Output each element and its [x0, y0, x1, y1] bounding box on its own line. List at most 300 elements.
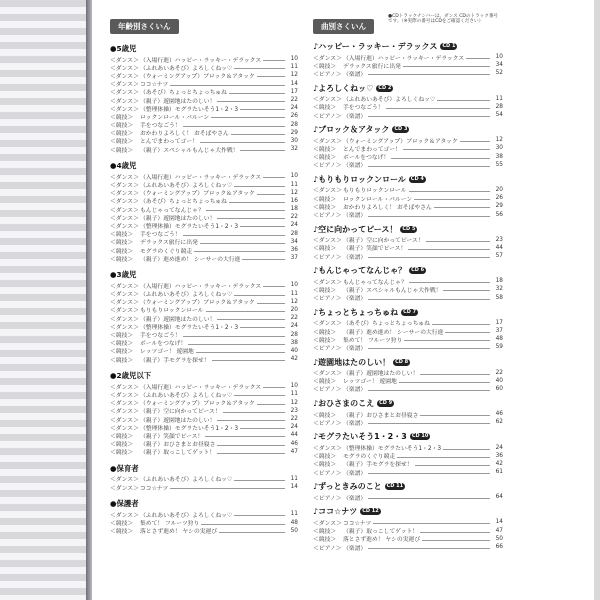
- dot-leader: [443, 287, 490, 291]
- entry-category: ＜競技＞: [313, 246, 337, 253]
- dot-leader: [183, 123, 285, 127]
- entry-category: ＜ダンス＞: [313, 371, 342, 378]
- index-entry[interactable]: [313, 252, 503, 260]
- section-title: [313, 224, 503, 235]
- dot-leader: [368, 213, 490, 217]
- entry-name: （ふれあいあそび）よろしくねッ♡: [140, 392, 233, 399]
- entry-page: 46: [495, 411, 503, 418]
- index-page: [92, 0, 600, 600]
- entry-page: 22: [290, 416, 298, 423]
- entry-name: （あそび）ちょっとちょっちゅね: [343, 321, 430, 328]
- entry-category: ＜競技＞: [313, 454, 337, 461]
- cd-badge: CD 12: [362, 508, 379, 515]
- dot-leader: [414, 196, 490, 200]
- entry-page: 29: [495, 203, 503, 210]
- index-entry[interactable]: [313, 543, 503, 551]
- entry-category: ＜ダンス＞: [110, 316, 139, 323]
- dot-leader: [206, 207, 285, 211]
- entry-name: （ふれあいあそび）よろしくねッ♡: [140, 512, 233, 519]
- dot-leader: [242, 256, 285, 260]
- dot-leader: [420, 371, 490, 375]
- entry-name: （親子）取っこしてゲット！: [140, 450, 216, 457]
- cd-badge: CD 6: [411, 267, 425, 274]
- entry-category: ＜競技＞: [313, 462, 337, 469]
- dot-leader: [196, 349, 285, 353]
- index-entry[interactable]: [110, 254, 298, 262]
- entry-page: 23: [290, 407, 298, 414]
- entry-category: ＜競技＞: [110, 357, 134, 364]
- cd-badge: CD 11: [386, 483, 404, 490]
- dot-leader: [445, 329, 490, 333]
- entry-category: ＜ダンス＞: [110, 98, 139, 105]
- entry-category: ＜ダンス＞: [313, 279, 342, 286]
- song-index-list: [313, 41, 503, 551]
- entry-name: デラックス旅行に出発: [140, 240, 198, 247]
- index-entry[interactable]: [110, 355, 298, 363]
- entry-name: もんじゃってなんじゃ？: [140, 207, 204, 214]
- index-entry[interactable]: [313, 468, 503, 476]
- ring-binding: [0, 0, 86, 600]
- entry-page: 42: [290, 356, 298, 363]
- entry-category: ＜ダンス＞: [110, 512, 139, 519]
- index-entry[interactable]: [110, 527, 298, 535]
- entry-page: 54: [495, 112, 503, 119]
- entry-page: 10: [290, 173, 298, 180]
- entry-page: 10: [290, 282, 298, 289]
- entry-category: ＜ピアノ＞: [313, 470, 342, 477]
- dot-leader: [240, 223, 285, 227]
- entry-category: ＜ダンス＞: [313, 55, 342, 62]
- entry-page: 38: [290, 339, 298, 346]
- index-entry[interactable]: [313, 418, 503, 426]
- entry-page: 40: [495, 377, 503, 384]
- dot-leader: [263, 174, 285, 178]
- entry-page: 47: [290, 448, 298, 455]
- entry-name: （楽譜）: [343, 387, 367, 394]
- entry-category: ＜競技＞: [110, 232, 134, 239]
- entry-page: 59: [495, 344, 503, 351]
- dot-leader: [397, 454, 490, 458]
- entry-name: （楽譜）: [343, 213, 367, 220]
- entry-page: 10: [290, 383, 298, 390]
- entry-name: （楽譜）: [343, 296, 367, 303]
- dot-leader: [432, 321, 490, 325]
- section-title: [110, 498, 298, 509]
- entry-name: （楽譜）: [343, 495, 367, 502]
- entry-page: 24: [290, 424, 298, 431]
- dot-leader: [386, 105, 490, 109]
- index-entry[interactable]: [110, 483, 298, 491]
- entry-name: （入場行進）ハッピー・ラッキー・デラックス: [140, 384, 262, 391]
- entry-name: ボールをつなげ！: [140, 341, 187, 348]
- dot-leader: [368, 495, 490, 499]
- entry-category: ＜ダンス＞: [110, 199, 139, 206]
- entry-page: 55: [495, 161, 503, 168]
- entry-category: ＜ダンス＞: [110, 106, 139, 113]
- entry-name: （整理体操）モグラたいそう1・2・3: [140, 324, 239, 331]
- section-title-text: ♪ちょっとちょっちゅね: [313, 307, 399, 317]
- dot-leader: [257, 300, 285, 304]
- section-title-text: ●4歳児: [110, 161, 137, 171]
- entry-category: ＜ダンス＞: [110, 57, 139, 64]
- entry-category: ＜ピアノ＞: [313, 296, 342, 303]
- entry-category: ＜ダンス＞: [110, 90, 139, 97]
- entry-name: （親子）おひさまとお昼寝さ: [140, 442, 216, 449]
- dot-leader: [460, 138, 490, 142]
- dot-leader: [420, 529, 490, 533]
- entry-category: ＜競技＞: [313, 537, 337, 544]
- dot-leader: [231, 131, 285, 135]
- dot-leader: [257, 191, 285, 195]
- section-title: [313, 481, 503, 492]
- entry-category: ＜ピアノ＞: [313, 163, 342, 170]
- entry-category: ＜競技＞: [110, 139, 134, 146]
- dot-leader: [403, 63, 490, 67]
- dot-leader: [223, 409, 285, 413]
- entry-page: 38: [495, 153, 503, 160]
- entry-page: 62: [495, 419, 503, 426]
- dot-leader: [422, 537, 490, 541]
- section-title-text: ♪よろしくねッ♡: [313, 83, 374, 93]
- cd-badge: CD 9: [379, 400, 393, 407]
- entry-page: 12: [290, 189, 298, 196]
- dot-leader: [426, 238, 490, 242]
- entry-page: 11: [290, 181, 298, 188]
- entry-name: 手をつなごう！: [343, 105, 384, 112]
- section-title: [313, 83, 503, 94]
- entry-category: ＜ダンス＞: [110, 73, 139, 80]
- index-entry[interactable]: [313, 111, 503, 119]
- entry-category: ＜競技＞: [110, 256, 134, 263]
- dot-leader: [415, 462, 490, 466]
- entry-name: （親子）スペシャルもんじゃ大作戦！: [140, 147, 239, 154]
- entry-category: ＜ダンス＞: [110, 425, 139, 432]
- entry-category: ＜ダンス＞: [110, 207, 139, 214]
- section-title: [110, 43, 298, 54]
- entry-page: 30: [495, 145, 503, 152]
- cd-badge: CD 1: [442, 43, 456, 49]
- entry-category: ＜ダンス＞: [110, 324, 139, 331]
- entry-category: ＜ダンス＞: [313, 138, 342, 145]
- age-index-header: 年齢別さくいん: [110, 19, 179, 34]
- section-title: [313, 506, 503, 517]
- cd-badge: CD 2: [378, 84, 392, 91]
- dot-leader: [234, 183, 285, 187]
- entry-category: ＜ピアノ＞: [313, 113, 342, 120]
- entry-category: ＜ダンス＞: [313, 321, 342, 328]
- dot-leader: [183, 232, 285, 236]
- entry-category: ＜競技＞: [110, 240, 134, 247]
- entry-category: ＜競技＞: [313, 105, 337, 112]
- entry-category: ＜競技＞: [313, 287, 337, 294]
- entry-name: （親子）空に向かってピース！: [343, 238, 424, 245]
- entry-category: ＜ダンス＞: [110, 82, 139, 89]
- entry-page: 34: [290, 238, 298, 245]
- entry-page: 28: [290, 121, 298, 128]
- song-index-header: 曲別さくいん: [313, 19, 374, 34]
- dot-leader: [234, 392, 285, 396]
- entry-name: （ふれあいあそび）よろしくねッ♡: [140, 183, 233, 190]
- entry-name: 落とさず進め！ ヤシの実運び: [140, 529, 218, 536]
- dot-leader: [399, 379, 490, 383]
- entry-name: （親子）遊園地はたのしい！: [140, 316, 216, 323]
- dot-leader: [205, 433, 285, 437]
- entry-name: （親子）遊園地はたのしい！: [343, 371, 419, 378]
- dot-leader: [409, 188, 490, 192]
- entry-category: ＜ダンス＞: [313, 520, 342, 527]
- section-title-text: ●5歳児: [110, 44, 137, 53]
- index-entry[interactable]: [110, 448, 298, 456]
- entry-name: （楽譜）: [343, 113, 367, 120]
- entry-page: 61: [495, 469, 503, 476]
- index-entry[interactable]: [313, 343, 503, 351]
- entry-page: 28: [290, 230, 298, 237]
- entry-name: もんじゃってなんじゃ？: [343, 279, 407, 286]
- entry-category: ＜ダンス＞: [110, 215, 139, 222]
- entry-page: 11: [290, 511, 298, 518]
- entry-category: ＜ピアノ＞: [313, 213, 342, 220]
- entry-name: （楽譜）: [343, 71, 367, 78]
- entry-page: 32: [495, 286, 503, 293]
- index-entry[interactable]: [313, 210, 503, 218]
- entry-category: ＜ダンス＞: [110, 223, 139, 230]
- entry-category: ＜ダンス＞: [110, 300, 139, 307]
- entry-page: 11: [290, 391, 298, 398]
- entry-page: 14: [290, 484, 298, 491]
- cd-badge: CD 5: [402, 225, 416, 232]
- entry-page: 28: [495, 103, 503, 110]
- entry-name: （あそび）ちょっとちょっちゅね: [140, 90, 227, 97]
- entry-page: 26: [290, 113, 298, 120]
- entry-category: ＜ダンス＞: [110, 65, 139, 72]
- entry-name: （楽譜）: [343, 254, 367, 261]
- dot-leader: [234, 292, 285, 296]
- entry-page: 47: [495, 527, 503, 534]
- cd-badge: CD 8: [395, 358, 409, 365]
- dot-leader: [404, 337, 490, 341]
- entry-page: 56: [495, 211, 503, 218]
- entry-category: ＜ダンス＞: [110, 292, 139, 299]
- entry-page: 24: [495, 444, 503, 451]
- entry-page: 18: [290, 206, 298, 213]
- entry-category: ＜競技＞: [313, 155, 337, 162]
- entry-page: 12: [495, 137, 503, 144]
- entry-page: 37: [290, 255, 298, 262]
- dot-leader: [234, 65, 285, 69]
- dot-leader: [391, 155, 490, 159]
- cd-badge: CD 10: [411, 433, 429, 440]
- entry-category: ＜競技＞: [313, 146, 337, 153]
- entry-name: （楽譜）: [343, 545, 367, 552]
- section-title-text: ♪もりもりロックンロール: [313, 174, 406, 184]
- entry-page: 16: [290, 197, 298, 204]
- page-edge: [594, 0, 600, 600]
- entry-page: 17: [290, 88, 298, 95]
- entry-category: ＜ダンス＞: [110, 477, 139, 484]
- entry-name: （親子）進め進め！ シーサーの大行進: [343, 329, 444, 336]
- dot-leader: [409, 279, 490, 283]
- index-entry[interactable]: [313, 161, 503, 169]
- dot-leader: [188, 341, 285, 345]
- entry-name: （入場行進）ハッピー・ラッキー・デラックス: [140, 57, 262, 64]
- entry-category: ＜競技＞: [313, 337, 337, 344]
- entry-page: 36: [495, 452, 503, 459]
- entry-name: （親子）スペシャルもんじゃ大作戦！: [343, 287, 442, 294]
- dot-leader: [466, 55, 490, 59]
- entry-name: （ウォーミングアップ）ブロック＆アタック: [140, 401, 255, 408]
- entry-page: 22: [290, 97, 298, 104]
- dot-leader: [217, 442, 285, 446]
- entry-category: ＜競技＞: [110, 147, 134, 154]
- entry-name: （整理体操）モグラたいそう1・2・3: [343, 446, 442, 453]
- section-title-text: ♪モグラたいそう1・2・3: [313, 432, 407, 442]
- entry-name: （親子）遊園地はたのしい！: [140, 98, 216, 105]
- index-entry[interactable]: [313, 385, 503, 393]
- entry-category: ＜競技＞: [110, 349, 134, 356]
- entry-category: ＜競技＞: [110, 442, 134, 449]
- entry-category: ＜ダンス＞: [110, 392, 139, 399]
- entry-name: （入場行進）ハッピー・ラッキー・デラックス: [140, 174, 262, 181]
- entry-page: 37: [495, 328, 503, 335]
- section-title-text: ♪ハッピー・ラッキー・デラックス: [313, 42, 438, 51]
- entry-page: 22: [495, 369, 503, 376]
- section-title: [313, 174, 503, 185]
- dot-leader: [212, 357, 285, 361]
- entry-page: 40: [290, 347, 298, 354]
- section-title-text: ♪ブロック＆アタック: [313, 125, 390, 135]
- entry-page: 23: [495, 236, 503, 243]
- entry-page: 29: [290, 129, 298, 136]
- entry-category: ＜ダンス＞: [313, 238, 342, 245]
- entry-category: ＜ダンス＞: [313, 188, 342, 195]
- entry-name: （整理体操）モグラたいそう1・2・3: [140, 106, 239, 113]
- entry-page: 64: [495, 494, 503, 501]
- dot-leader: [200, 240, 285, 244]
- entry-category: ＜ダンス＞: [110, 183, 139, 190]
- entry-name: （親子）笑顔でピース！: [140, 433, 204, 440]
- entry-page: 24: [290, 105, 298, 112]
- entry-category: ＜ピアノ＞: [313, 254, 342, 261]
- dot-leader: [240, 425, 285, 429]
- entry-category: ＜ピアノ＞: [313, 345, 342, 352]
- entry-category: ＜競技＞: [110, 521, 134, 528]
- entry-page: 10: [290, 56, 298, 63]
- entry-page: 22: [290, 315, 298, 322]
- entry-category: ＜競技＞: [110, 433, 134, 440]
- dot-leader: [211, 114, 285, 118]
- entry-page: 60: [495, 385, 503, 392]
- section-title: [313, 265, 503, 276]
- entry-name: ボールをつなげ！: [343, 155, 390, 162]
- entry-page: 48: [495, 336, 503, 343]
- entry-category: ＜競技＞: [110, 333, 134, 340]
- entry-name: 集めて！ フルーツ狩り: [140, 521, 200, 528]
- entry-name: デラックス旅行に出発: [343, 63, 401, 70]
- entry-category: ＜ダンス＞: [110, 191, 139, 198]
- index-entry[interactable]: [313, 69, 503, 77]
- entry-category: ＜ピアノ＞: [313, 71, 342, 78]
- entry-name: ロックンロール・バルーン: [140, 114, 210, 121]
- entry-category: ＜ダンス＞: [110, 308, 139, 315]
- dot-leader: [217, 316, 285, 320]
- section-title: [110, 269, 298, 280]
- entry-page: 17: [495, 319, 503, 326]
- entry-page: 14: [290, 80, 298, 87]
- entry-category: ＜ピアノ＞: [313, 495, 342, 502]
- dot-leader: [229, 199, 285, 203]
- entry-name: （楽譜）: [343, 163, 367, 170]
- section-title-text: ●保育者: [110, 463, 139, 473]
- entry-name: モグラのくぐり競走: [140, 248, 193, 255]
- section-title-text: ●3歳児: [110, 270, 137, 280]
- entry-name: おかわりよろしく！ おそばやさん: [343, 204, 432, 211]
- entry-category: ＜ピアノ＞: [313, 545, 342, 552]
- entry-category: ＜ダンス＞: [110, 283, 139, 290]
- entry-name: （親子）遊園地はたのしい！: [140, 417, 216, 424]
- entry-name: ココ☆ナツ: [140, 485, 169, 492]
- entry-category: ＜競技＞: [313, 329, 337, 336]
- entry-name: （ウォーミングアップ）ブロック＆アタック: [140, 191, 255, 198]
- dot-leader: [217, 215, 285, 219]
- dot-leader: [408, 246, 490, 250]
- dot-leader: [183, 333, 285, 337]
- entry-name: 落とさず進め！ ヤシの実運び: [343, 537, 421, 544]
- index-entry[interactable]: [313, 493, 503, 501]
- entry-page: 42: [495, 460, 503, 467]
- entry-name: とんでまわってゴー！: [343, 146, 401, 153]
- entry-category: ＜競技＞: [313, 204, 337, 211]
- entry-page: 24: [290, 323, 298, 330]
- entry-name: （入場行進）ハッピー・ラッキー・デラックス: [343, 55, 465, 62]
- entry-name: レッツゴー！ 遊園地: [343, 379, 397, 386]
- entry-category: ＜競技＞: [313, 196, 337, 203]
- entry-page: 24: [290, 222, 298, 229]
- entry-page: 10: [495, 54, 503, 61]
- dot-leader: [217, 417, 285, 421]
- section-title-text: ♪ずっときみのこと: [313, 482, 382, 492]
- entry-name: （ウォーミングアップ）ブロック＆アタック: [343, 138, 458, 145]
- entry-name: 手をつなごう！: [140, 123, 181, 130]
- entry-name: （親子）遊園地はたのしい！: [140, 215, 216, 222]
- entry-name: （ウォーミングアップ）ブロック＆アタック: [140, 300, 255, 307]
- entry-category: ＜ダンス＞: [110, 384, 139, 391]
- index-entry[interactable]: [313, 294, 503, 302]
- section-title: [313, 398, 503, 409]
- dot-leader: [170, 82, 285, 86]
- entry-name: （整理体操）モグラたいそう1・2・3: [140, 223, 239, 230]
- entry-name: とんでまわってゴー！: [140, 139, 198, 146]
- entry-name: レッツゴー！ 遊園地: [140, 349, 194, 356]
- index-entry[interactable]: [110, 145, 298, 153]
- entry-name: （親子）おひさまとお昼寝さ: [343, 412, 419, 419]
- entry-name: （ふれあいあそび）よろしくねッ♡: [140, 477, 233, 484]
- dot-leader: [194, 248, 285, 252]
- entry-category: ＜ダンス＞: [110, 409, 139, 416]
- section-title-text: ♪おひさまのこえ: [313, 399, 375, 409]
- entry-page: 50: [495, 535, 503, 542]
- section-title: [313, 431, 503, 442]
- entry-page: 14: [495, 519, 503, 526]
- dot-leader: [368, 345, 490, 349]
- dot-leader: [420, 412, 490, 416]
- dot-leader: [368, 163, 490, 167]
- dot-leader: [229, 90, 285, 94]
- dot-leader: [368, 545, 490, 549]
- entry-page: 52: [495, 70, 503, 77]
- entry-page: 44: [290, 432, 298, 439]
- entry-category: ＜競技＞: [313, 379, 337, 386]
- dot-leader: [368, 387, 490, 391]
